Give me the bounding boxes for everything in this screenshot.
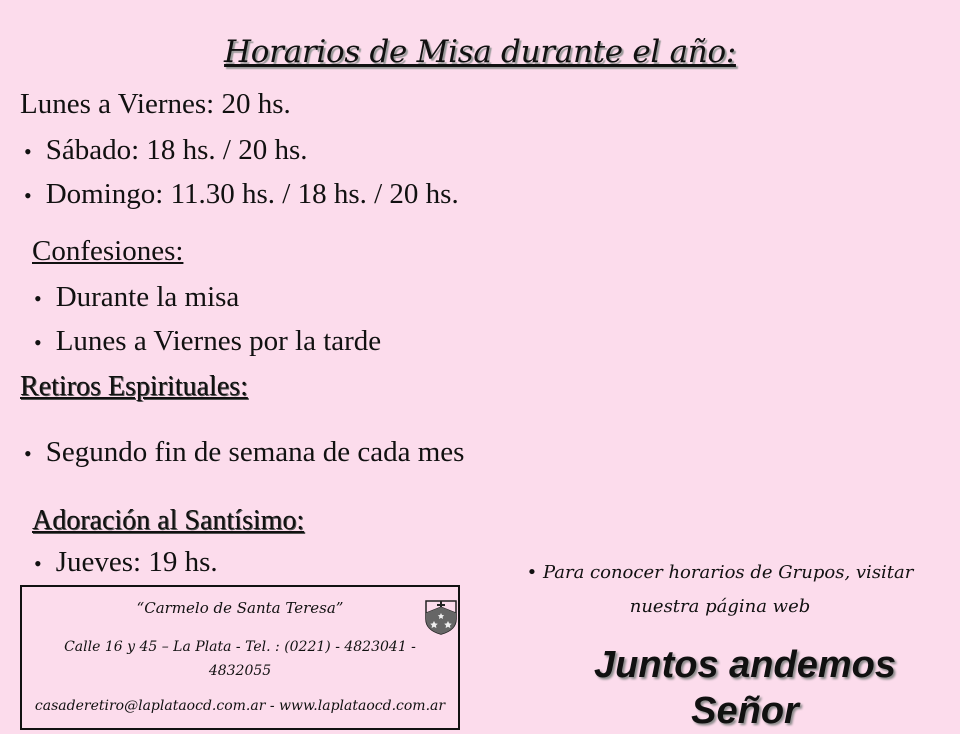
mass-weekdays: Lunes a Viernes: 20 hs. [20,88,291,120]
list-item-confession [34,325,381,358]
contact-phone-cont: 4832055 [208,663,272,679]
confession-item: Durante la misa [55,281,240,313]
contact-name: “Carmelo de Santa Teresa” [136,599,344,617]
groups-note-text: Para conocer horarios de Grupos, visitar [542,562,914,583]
list-item-mass-sunday [24,178,459,211]
bullet-icon: • [34,330,42,355]
retreat-item: Segundo fin de semana de cada mes [45,436,465,468]
list-item-retreat [24,436,464,469]
bullet-icon: • [24,139,32,164]
list-item-mass-saturday [24,134,308,167]
contact-address: Calle 16 y 45 – La Plata - Tel. : (0221) - 4823041 - [64,639,416,655]
mass-sunday: Domingo: 11.30 hs. / 18 hs. / 20 hs. [45,178,459,210]
contact-web[interactable]: casaderetiro@laplataocd.com.ar - www.laplataocd.com.ar [34,698,446,714]
bullet-icon: • [24,183,32,208]
bullet-icon: • [34,551,42,576]
mass-saturday: Sábado: 18 hs. / 20 hs. [45,134,308,166]
page-title: Horarios de Misa durante el año: [224,34,736,70]
closing-line2: Señor [691,690,799,732]
bullet-icon: • [24,441,32,466]
list-item-adoration [34,546,218,579]
groups-note [480,556,960,624]
list-item-confession [34,281,239,314]
adoration-item: Jueves: 19 hs. [55,546,218,578]
closing-phrase [555,642,935,734]
bullet-icon: • [526,562,543,583]
carmelite-crest-icon [424,597,458,635]
bullet-icon: • [34,286,42,311]
retreats-heading: Retiros Espirituales: [20,371,248,402]
confessions-heading: Confesiones: [32,235,184,267]
groups-note-line1 [480,556,960,590]
confession-item: Lunes a Viernes por la tarde [55,325,382,357]
contact-box [20,585,460,730]
groups-note-line2: nuestra página web [629,596,811,617]
adoration-heading: Adoración al Santísimo: [32,505,305,536]
closing-line1: Juntos andemos [594,644,896,686]
